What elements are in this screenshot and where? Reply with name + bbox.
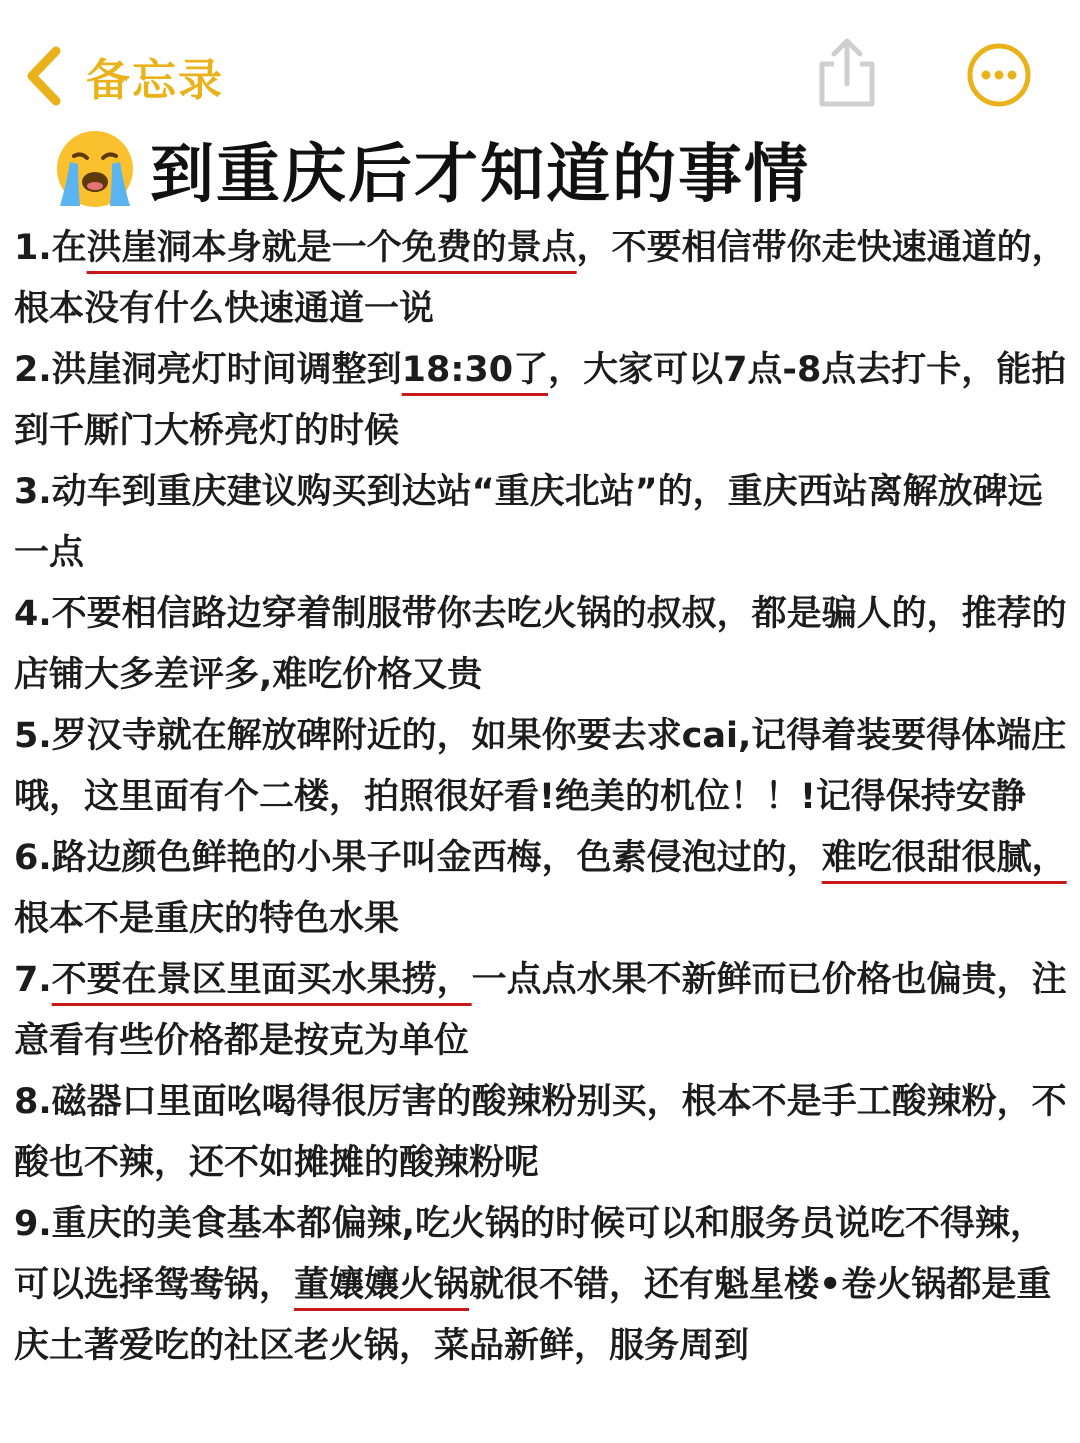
- list-item: 9.重庆的美食基本都偏辣,吃火锅的时候可以和服务员说吃不得辣，可以选择鸳鸯锅，董孃孃火锅就很不错，还有魁星楼•卷火锅都是重庆土著爱吃的社区老火锅，菜品新鲜，服务周到: [14, 1204, 1052, 1366]
- list-item: 3.动车到重庆建议购买到达站“重庆北站”的，重庆西站离解放碑远一点: [14, 472, 1043, 573]
- list-item: 8.磁器口里面吆喝得很厉害的酸辣粉别买，根本不是手工酸辣粉，不酸也不辣，还不如摊摊的酸辣粉呢: [14, 1082, 1067, 1183]
- back-label: 备忘录: [86, 55, 224, 106]
- underlined-text: 不要在景区里面买水果捞，: [51, 960, 472, 1000]
- more-circle-icon[interactable]: [966, 42, 1032, 108]
- underlined-text: 18:30了: [401, 350, 549, 390]
- underlined-text: 难吃很甜很腻，: [821, 838, 1067, 878]
- loudly-crying-face-emoji: [52, 126, 138, 212]
- chevron-left-icon: [22, 45, 66, 107]
- note-title: [52, 124, 810, 214]
- underlined-text: 董孃孃火锅: [294, 1265, 470, 1305]
- note-body: [14, 218, 1069, 1377]
- share-icon[interactable]: [812, 36, 882, 110]
- nav-bar: [0, 0, 1080, 120]
- list-item: 6.路边颜色鲜艳的小果子叫金西梅，色素侵泡过的，难吃很甜很腻，根本不是重庆的特色水果: [14, 838, 1067, 939]
- list-item: 5.罗汉寺就在解放碑附近的，如果你要去求cai,记得着装要得体端庄哦，这里面有个二楼，拍照很好看!绝美的机位！！!记得保持安静: [14, 716, 1067, 817]
- list-item: 7.不要在景区里面买水果捞，一点点水果不新鲜而已价格也偏贵，注意看有些价格都是按克为单位: [14, 960, 1067, 1061]
- list-item: 1.在洪崖洞本身就是一个免费的景点，不要相信带你走快速通道的，根本没有什么快速通道一说: [14, 228, 1067, 329]
- back-button[interactable]: [22, 44, 224, 108]
- list-item: 4.不要相信路边穿着制服带你去吃火锅的叔叔，都是骗人的，推荐的店铺大多差评多,难吃价格又贵: [14, 594, 1067, 695]
- list-item: 2.洪崖洞亮灯时间调整到18:30了，大家可以7点-8点去打卡，能拍到千厮门大桥亮灯的时候: [14, 350, 1067, 451]
- page-title: 到重庆后才知道的事情: [150, 138, 810, 212]
- underlined-text: 洪崖洞本身就是一个免费的景点: [86, 228, 577, 268]
